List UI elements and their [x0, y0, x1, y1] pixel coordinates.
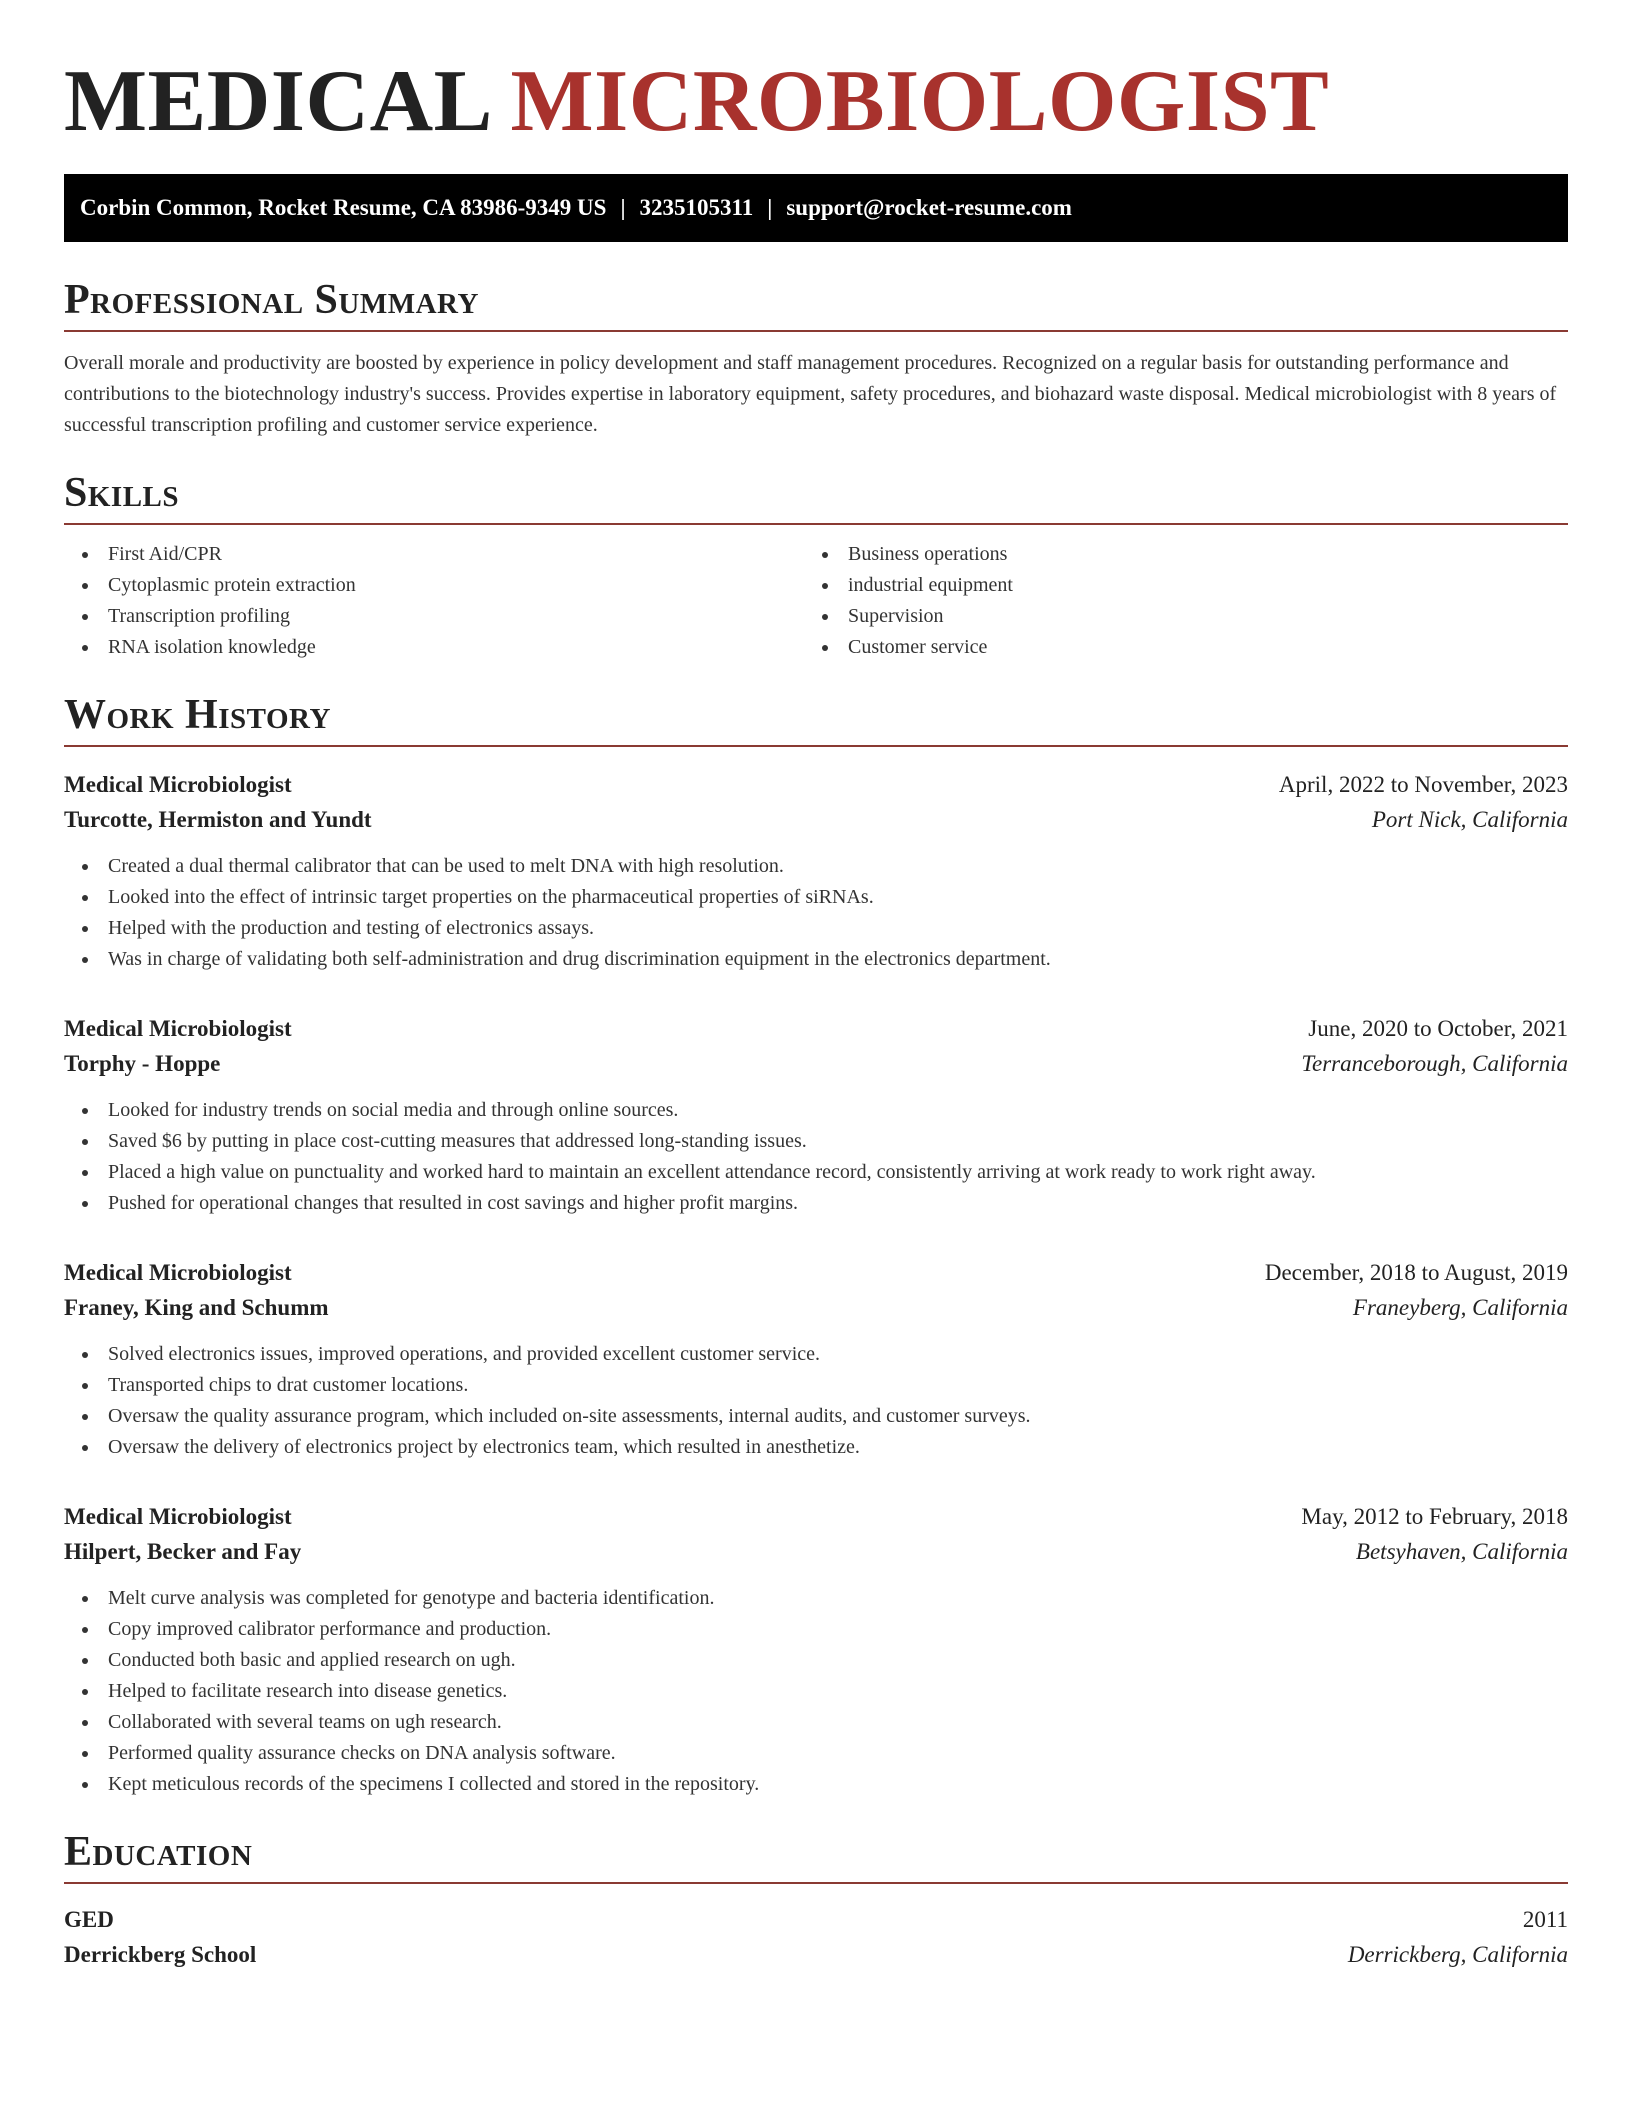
skills-list [64, 539, 1568, 663]
education-school: Derrickberg School [64, 1942, 257, 1967]
education-year: 2011 [1522, 1907, 1568, 1932]
job-bullet: Looked into the effect of intrinsic target properties on the pharmaceutical properties of siRNAs. [64, 882, 1568, 913]
job-bullet: Melt curve analysis was completed for genotype and bacteria identification. [64, 1583, 1568, 1614]
section-divider [64, 1882, 1568, 1884]
job-entry [64, 1499, 1568, 1800]
job-dates: June, 2020 to October, 2021 [1308, 1016, 1568, 1041]
job-bullets [64, 1583, 1568, 1800]
title-part-2: MICROBIOLOGIST [510, 53, 1330, 150]
job-company: Torphy - Hoppe [64, 1051, 221, 1076]
job-entry [64, 1011, 1568, 1219]
contact-phone: 3235105311 [639, 195, 754, 220]
job-dates: December, 2018 to August, 2019 [1264, 1260, 1568, 1285]
job-bullet: Helped with the production and testing of electronics assays. [64, 913, 1568, 944]
job-title: Medical Microbiologist [64, 1260, 292, 1285]
skill-item: Cytoplasmic protein extraction [64, 570, 804, 601]
job-bullet: Pushed for operational changes that resulted in cost savings and higher profit margins. [64, 1188, 1568, 1219]
skill-item: Customer service [804, 632, 1544, 663]
job-title: Medical Microbiologist [64, 1016, 292, 1041]
contact-address: Corbin Common, Rocket Resume, CA 83986-9349 US [80, 195, 607, 220]
summary-text: Overall morale and productivity are boosted by experience in policy development and staff management procedures. Recognized on a regular basis for outstanding performance and contributions to the biotechnology industry's success. Provides expertise in laboratory equipment, safety procedures, and biohazard waste disposal. Medical microbiologist with 8 years of successful transcription profiling and customer service experience. [64, 352, 1557, 436]
job-bullet: Placed a high value on punctuality and worked hard to maintain an excellent attendance record, consistently arriving at work ready to work right away. [64, 1157, 1568, 1188]
skills-column-right [804, 539, 1544, 663]
job-bullet: Conducted both basic and applied research on ugh. [64, 1645, 1568, 1676]
work-history-section [64, 689, 1568, 1800]
job-bullet: Looked for industry trends on social media and through online sources. [64, 1095, 1568, 1126]
skill-item: Business operations [804, 539, 1544, 570]
job-bullet: Oversaw the quality assurance program, which included on-site assessments, internal audits, and customer surveys. [64, 1401, 1568, 1432]
education-section [64, 1826, 1568, 1972]
contact-bar [64, 174, 1568, 242]
job-location: Terranceborough, California [1301, 1051, 1568, 1076]
job-bullet: Copy improved calibrator performance and production. [64, 1614, 1568, 1645]
section-heading-education: Education [64, 1829, 253, 1875]
contact-separator: | [620, 195, 626, 220]
job-bullet: Helped to facilitate research into disease genetics. [64, 1676, 1568, 1707]
skill-item: First Aid/CPR [64, 539, 804, 570]
job-entry [64, 767, 1568, 975]
job-bullet: Solved electronics issues, improved operations, and provided excellent customer service. [64, 1339, 1568, 1370]
job-location: Franeyberg, California [1352, 1295, 1568, 1320]
job-bullet: Created a dual thermal calibrator that can be used to melt DNA with high resolution. [64, 851, 1568, 882]
summary-section [64, 274, 1568, 441]
job-company: Franey, King and Schumm [64, 1295, 329, 1320]
job-bullets [64, 1095, 1568, 1219]
skill-item: Supervision [804, 601, 1544, 632]
section-heading-skills: Skills [64, 470, 180, 516]
section-divider [64, 330, 1568, 332]
job-dates: April, 2022 to November, 2023 [1278, 772, 1568, 797]
job-location: Port Nick, California [1371, 807, 1568, 832]
skill-item: industrial equipment [804, 570, 1544, 601]
education-entry [64, 1902, 1568, 1972]
job-bullet: Was in charge of validating both self-administration and drug discrimination equipment in the electronics department. [64, 944, 1568, 975]
title-part-1: MEDICAL [64, 53, 488, 150]
contact-separator: | [767, 195, 773, 220]
job-bullet: Saved $6 by putting in place cost-cutting measures that addressed long-standing issues. [64, 1126, 1568, 1157]
education-degree: GED [64, 1907, 114, 1932]
job-dates: May, 2012 to February, 2018 [1301, 1504, 1568, 1529]
job-company: Hilpert, Becker and Fay [64, 1539, 302, 1564]
job-bullet: Collaborated with several teams on ugh research. [64, 1707, 1568, 1738]
job-bullets [64, 851, 1568, 975]
job-location: Betsyhaven, California [1355, 1539, 1568, 1564]
skills-column-left [64, 539, 804, 663]
job-bullet: Oversaw the delivery of electronics project by electronics team, which resulted in anesthetize. [64, 1432, 1568, 1463]
section-heading-work: Work History [64, 692, 331, 738]
job-bullet: Transported chips to drat customer locations. [64, 1370, 1568, 1401]
section-divider [64, 523, 1568, 525]
skill-item: RNA isolation knowledge [64, 632, 804, 663]
job-title: Medical Microbiologist [64, 772, 292, 797]
job-bullet: Kept meticulous records of the specimens I collected and stored in the repository. [64, 1769, 1568, 1800]
skill-item: Transcription profiling [64, 601, 804, 632]
section-heading-summary: Professional Summary [64, 277, 479, 323]
job-company: Turcotte, Hermiston and Yundt [64, 807, 372, 832]
contact-email: support@rocket-resume.com [786, 195, 1072, 220]
skills-section [64, 467, 1568, 663]
job-bullet: Performed quality assurance checks on DNA analysis software. [64, 1738, 1568, 1769]
page-title [64, 52, 1568, 152]
education-location: Derrickberg, California [1347, 1942, 1568, 1967]
job-entry [64, 1255, 1568, 1463]
job-title: Medical Microbiologist [64, 1504, 292, 1529]
section-divider [64, 745, 1568, 747]
job-bullets [64, 1339, 1568, 1463]
